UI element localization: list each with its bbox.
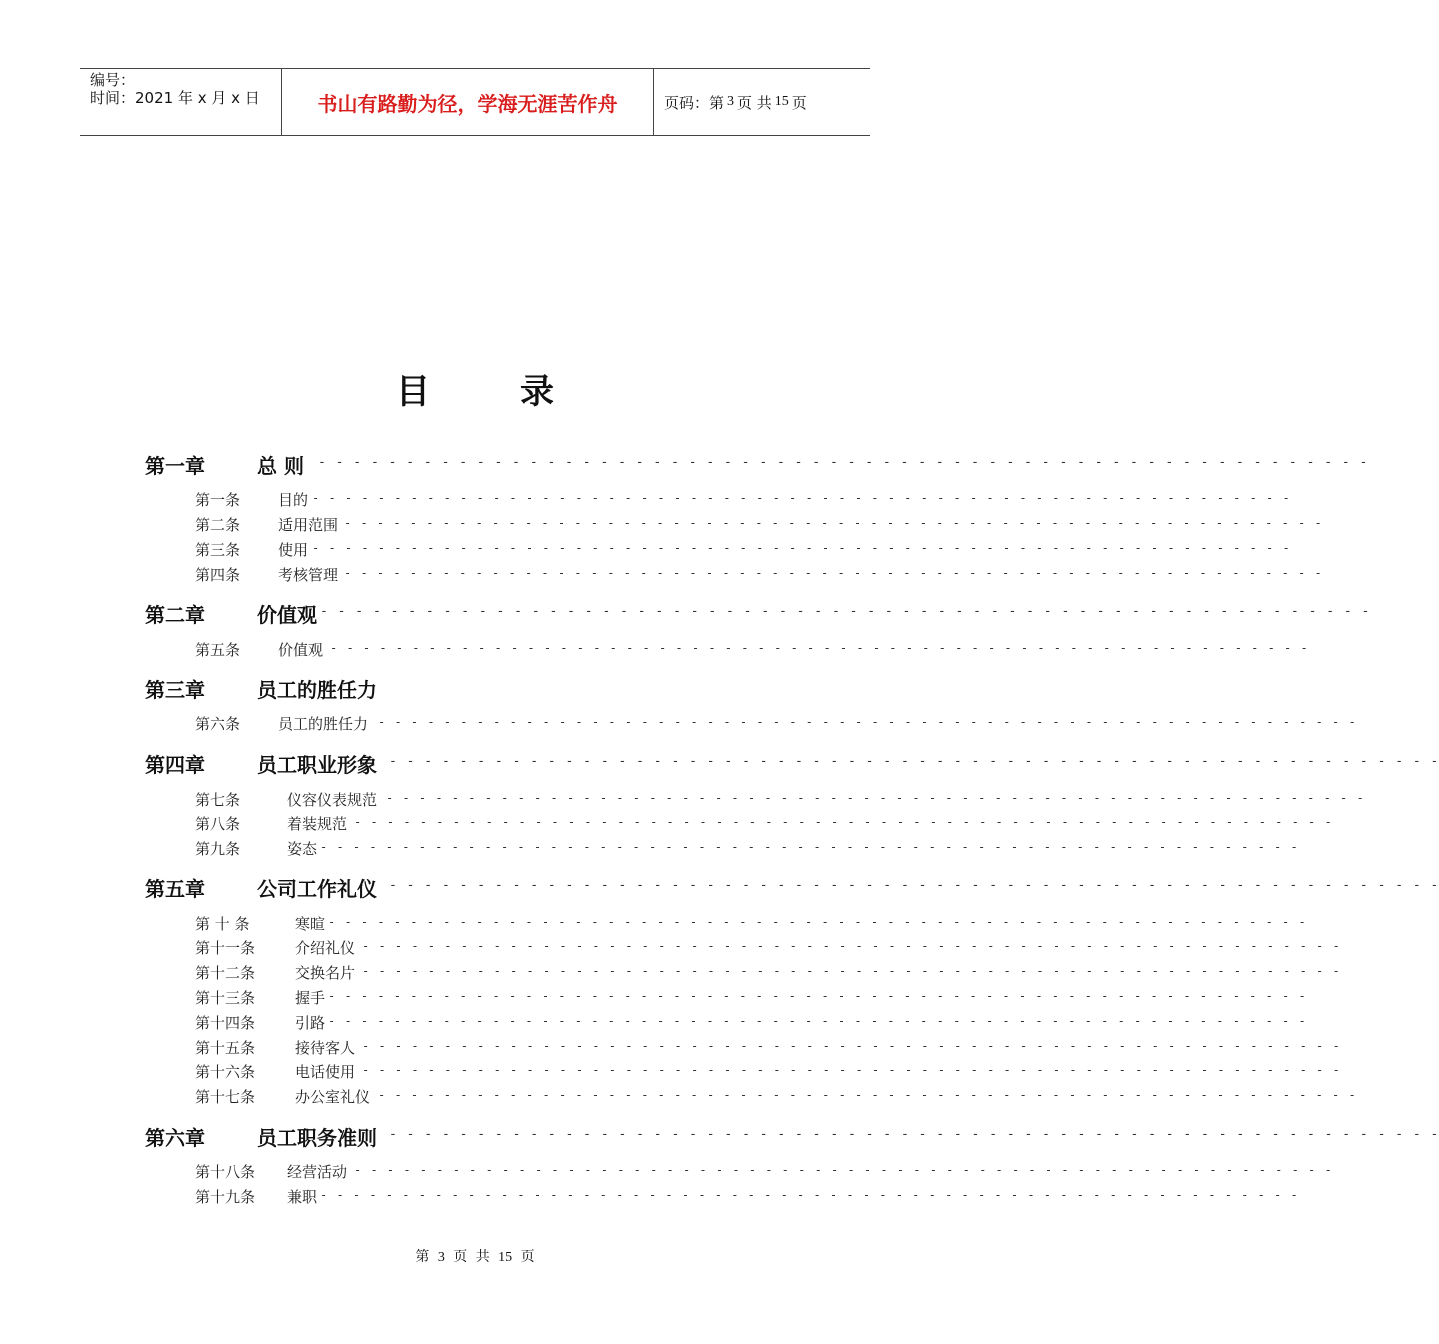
- leader-dots: - - - - - - - - - - - - - - - - - - - - - - - - - - - - - - - - - - - - - - - - - - - - - - - - - - - - - - - - - - - -: [378, 715, 1357, 729]
- article-title: 交换名片: [295, 964, 356, 982]
- leader-dots: - - - - - - - - - - - - - - - - - - - - - - - - - - - - - - - - - - - - - - - - - - - - - - - - - - - - - - - - - - - -: [362, 939, 1341, 953]
- leader-dots: - - - - - - - - - - - - - - - - - - - - - - - - - - - - - - - - - - - - - - - - - - - - - - - - - - - - - - - - - - - -: [330, 641, 1309, 655]
- article-number: 第三条: [195, 541, 241, 559]
- leader-dots: - - - - - - - - - - - - - - - - - - - - - - - - - - - - - - - - - - - - - - - - - - - - - - - - - - - - - - - - - - - -: [344, 516, 1323, 530]
- article-number: 第十三条: [195, 989, 256, 1007]
- article-number: 第十一条: [195, 939, 256, 957]
- leader-dots: - - - - - - - - - - - - - - - - - - - - - - - - - - - - - - - - - - - - - - - - - - - - - - - - - - - - - - - - - - - -: [354, 815, 1333, 829]
- article-title: 引路: [295, 1014, 326, 1032]
- article-title: 价值观: [278, 641, 324, 659]
- number-label: 编号：: [90, 71, 136, 89]
- leader-dots: - - - - - - - - - - - - - - - - - - - - - - - - - - - - - - - - - - - - - - - - - - - - - - - - - - - - - - - - - - - -: [320, 604, 1371, 619]
- footer-total: 15: [498, 1250, 513, 1265]
- page-footer: [0, 1246, 950, 1266]
- leader-dots: - - - - - - - - - - - - - - - - - - - - - - - - - - - - - - - - - - - - - - - - - - - - - - - - - - - - - - - - - - - -: [312, 491, 1291, 505]
- article-number: 第四条: [195, 566, 241, 584]
- page-mid: 页 共: [737, 93, 772, 112]
- article-title: 着装规范: [287, 815, 348, 833]
- leader-dots: - - - - - - - - - - - - - - - - - - - - - - - - - - - - - - - - - - - - - - - - - - - - - - - - - - - - - - - - - - - -: [386, 791, 1365, 805]
- article-number: 第 十 条: [195, 915, 250, 933]
- header-meta-cell: [80, 69, 282, 135]
- chapter-title: 价值观: [257, 603, 317, 627]
- article-number: 第八条: [195, 815, 241, 833]
- leader-dots: - - - - - - - - - - - - - - - - - - - - - - - - - - - - - - - - - - - - - - - - - - - - - - - - - - - - - - - - - - - -: [389, 754, 1439, 769]
- article-title: 目的: [278, 491, 309, 509]
- footer-prefix: 第: [415, 1249, 430, 1265]
- article-title: 员工的胜任力: [278, 715, 369, 733]
- toc-title-char-2: 录: [520, 372, 554, 412]
- leader-dots: - - - - - - - - - - - - - - - - - - - - - - - - - - - - - - - - - - - - - - - - - - - - - - - - - - - - - - - - - - - -: [320, 1188, 1299, 1202]
- leader-dots: - - - - - - - - - - - - - - - - - - - - - - - - - - - - - - - - - - - - - - - - - - - - - - - - - - - - - - - - - - - -: [328, 989, 1307, 1003]
- article-number: 第十五条: [195, 1039, 256, 1057]
- leader-dots: - - - - - - - - - - - - - - - - - - - - - - - - - - - - - - - - - - - - - - - - - - - - - - - - - - - - - - - - - - - -: [378, 1088, 1357, 1102]
- article-number: 第九条: [195, 840, 241, 858]
- leader-dots: - - - - - - - - - - - - - - - - - - - - - - - - - - - - - - - - - - - - - - - - - - - - - - - - - - - - - - - - - - - -: [328, 1014, 1307, 1028]
- article-number: 第十七条: [195, 1088, 256, 1106]
- footer-suffix: 页: [520, 1249, 535, 1265]
- article-title: 仪容仪表规范: [287, 791, 378, 809]
- article-title: 经营活动: [287, 1163, 348, 1181]
- article-title: 考核管理: [278, 566, 339, 584]
- leader-dots: - - - - - - - - - - - - - - - - - - - - - - - - - - - - - - - - - - - - - - - - - - - - - - - - - - - - - - - - - - - -: [354, 1163, 1333, 1177]
- page-suffix: 页: [791, 93, 807, 112]
- article-number: 第五条: [195, 641, 241, 659]
- article-title: 办公室礼仪: [295, 1088, 371, 1106]
- chapter-title: 公司工作礼仪: [257, 877, 377, 901]
- article-title: 兼职: [287, 1188, 318, 1206]
- article-title: 电话使用: [295, 1063, 356, 1081]
- article-title: 使用: [278, 541, 309, 559]
- chapter-number: 第五章: [145, 877, 205, 901]
- footer-current: 3: [437, 1250, 445, 1265]
- article-number: 第一条: [195, 491, 241, 509]
- footer-mid: 页 共: [453, 1249, 490, 1265]
- article-title: 姿态: [287, 840, 318, 858]
- toc-title: [0, 364, 950, 413]
- leader-dots: - - - - - - - - - - - - - - - - - - - - - - - - - - - - - - - - - - - - - - - - - - - - - - - - - - - - - - - - - - - -: [389, 1127, 1439, 1142]
- leader-dots: - - - - - - - - - - - - - - - - - - - - - - - - - - - - - - - - - - - - - - - - - - - - - - - - - - - - - - - - - - - -: [362, 964, 1341, 978]
- article-title: 接待客人: [295, 1039, 356, 1057]
- article-number: 第十八条: [195, 1163, 256, 1181]
- time-label: 时间：2021 年 x 月 x 日: [90, 89, 260, 107]
- article-number: 第二条: [195, 516, 241, 534]
- leader-dots: - - - - - - - - - - - - - - - - - - - - - - - - - - - - - - - - - - - - - - - - - - - - - - - - - - - - - - - - - - - -: [362, 1039, 1341, 1053]
- header-motto: 书山有路勤为径，学海无涯苦作舟: [282, 69, 654, 135]
- article-number: 第十九条: [195, 1188, 256, 1206]
- chapter-number: 第一章: [145, 454, 205, 478]
- leader-dots: - - - - - - - - - - - - - - - - - - - - - - - - - - - - - - - - - - - - - - - - - - - - - - - - - - - - - - - - - - - -: [328, 915, 1307, 929]
- leader-dots: - - - - - - - - - - - - - - - - - - - - - - - - - - - - - - - - - - - - - - - - - - - - - - - - - - - - - - - - - - - -: [320, 840, 1299, 854]
- chapter-title: 员工职业形象: [257, 753, 377, 777]
- chapter-number: 第二章: [145, 603, 205, 627]
- chapter-number: 第四章: [145, 753, 205, 777]
- article-title: 握手: [295, 989, 326, 1007]
- article-title: 适用范围: [278, 516, 339, 534]
- chapter-title: 总 则: [257, 454, 304, 478]
- leader-dots: - - - - - - - - - - - - - - - - - - - - - - - - - - - - - - - - - - - - - - - - - - - - - - - - - - - - - - - - - - - -: [362, 1063, 1341, 1077]
- article-number: 第十四条: [195, 1014, 256, 1032]
- chapter-number: 第三章: [145, 678, 205, 702]
- article-number: 第六条: [195, 715, 241, 733]
- leader-dots: - - - - - - - - - - - - - - - - - - - - - - - - - - - - - - - - - - - - - - - - - - - - - - - - - - - - - - - - - - - -: [312, 541, 1291, 555]
- chapter-number: 第六章: [145, 1126, 205, 1150]
- page-prefix: 页码：第: [664, 93, 725, 112]
- article-title: 介绍礼仪: [295, 939, 356, 957]
- leader-dots: - - - - - - - - - - - - - - - - - - - - - - - - - - - - - - - - - - - - - - - - - - - - - - - - - - - - - - - - - - - -: [318, 455, 1369, 470]
- leader-dots: - - - - - - - - - - - - - - - - - - - - - - - - - - - - - - - - - - - - - - - - - - - - - - - - - - - - - - - - - - - -: [344, 566, 1323, 580]
- article-title: 寒暄: [295, 915, 326, 933]
- header-page-number: [654, 69, 870, 135]
- page-total: 15: [774, 94, 789, 109]
- article-number: 第十六条: [195, 1063, 256, 1081]
- chapter-title: 员工职务准则: [257, 1126, 377, 1150]
- page-current: 3: [727, 94, 735, 109]
- article-number: 第七条: [195, 791, 241, 809]
- toc-title-char-1: 目: [396, 372, 430, 412]
- leader-dots: - - - - - - - - - - - - - - - - - - - - - - - - - - - - - - - - - - - - - - - - - - - - - - - - - - - - - - - - - - - -: [389, 878, 1439, 893]
- page-header: [80, 68, 870, 136]
- article-number: 第十二条: [195, 964, 256, 982]
- chapter-title: 员工的胜任力: [257, 678, 377, 702]
